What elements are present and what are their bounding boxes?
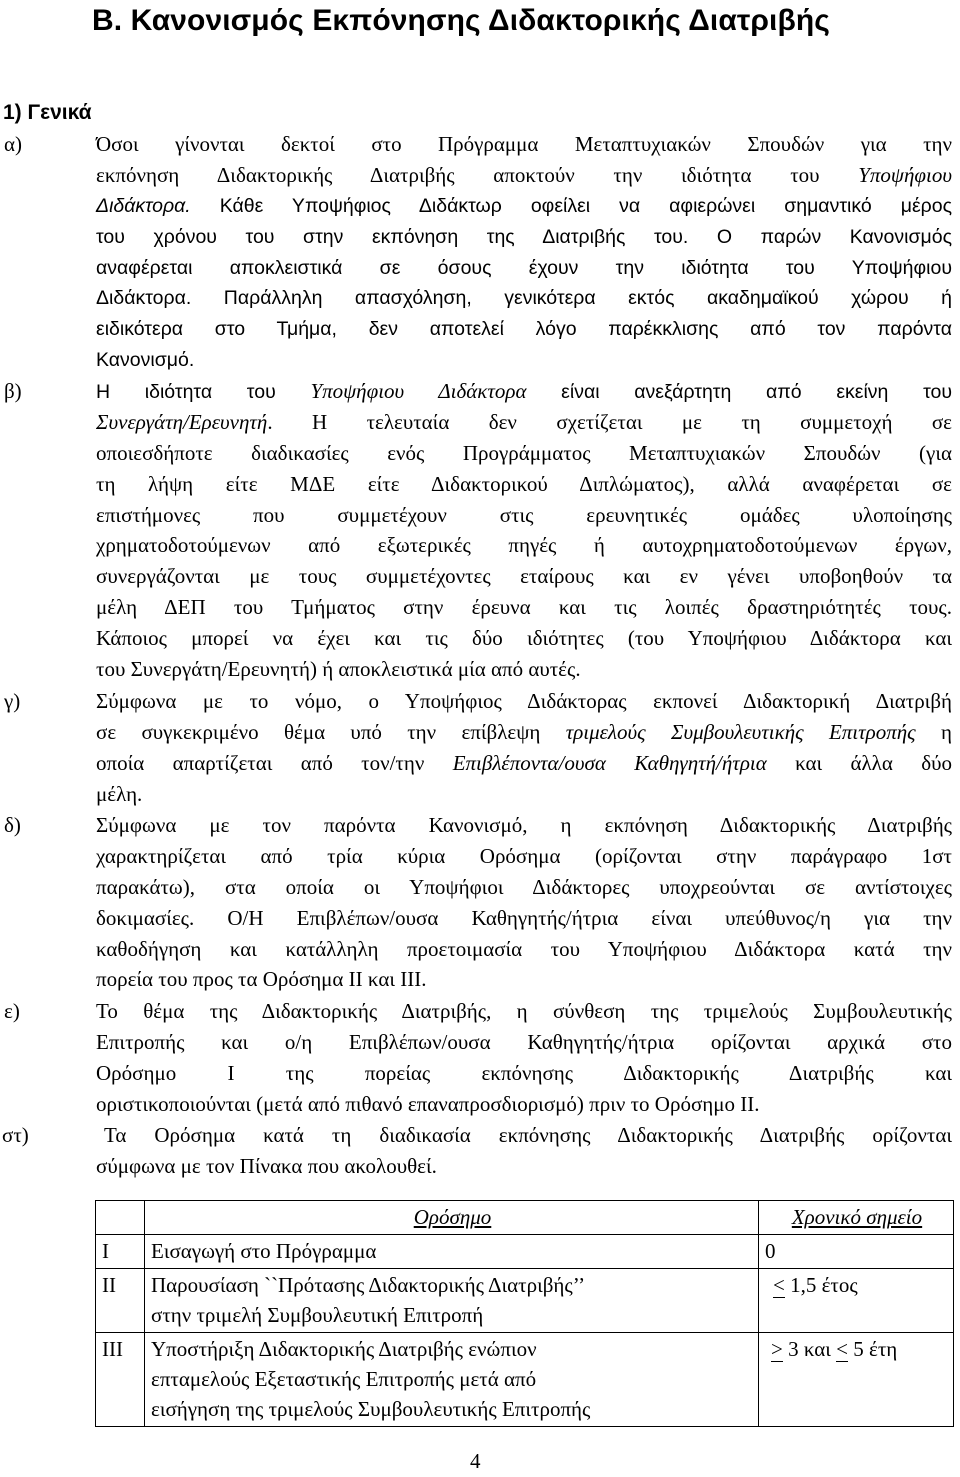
- time-value: 3 και: [782, 1337, 837, 1361]
- text-line: πορεία του προς τα Ορόσημα ΙΙ και ΙΙΙ.: [96, 967, 427, 992]
- text-fragment-italic: Υποψήφιου Διδάκτορα: [310, 379, 527, 403]
- paragraph-e-marker: ε): [4, 999, 20, 1023]
- text-line: [96, 376, 952, 407]
- table-cell-num: ΙΙΙ: [96, 1333, 145, 1427]
- text-line: Επιτροπής και ο/η Επιβλέπων/ουσα Καθηγητής/ήτρια ορίζονται αρχικά στο: [96, 1029, 952, 1054]
- text-fragment-italic: τριμελούς Συμβουλευτικής Επιτροπής: [565, 719, 916, 744]
- milestone-line: Υποστήριξη Διδακτορικής Διατριβής ενώπιον: [151, 1337, 537, 1361]
- text-line: συνεργάζονται με τους συμμετέχοντες εταίρους και εν γένει υποβοηθούν τα: [96, 564, 952, 589]
- page-number: 4: [470, 1449, 481, 1473]
- text-fragment: είναι ανεξάρτητη από εκείνη του: [526, 381, 953, 403]
- paragraph-f-marker: στ): [2, 1123, 29, 1147]
- table-header-milestone: Ορόσημο: [145, 1201, 759, 1235]
- text-fragment-italic: Επιβλέποντα/ουσα Καθηγητή/ήτρια: [452, 750, 767, 775]
- table-cell-num: ΙΙ: [96, 1269, 145, 1333]
- table-row: [96, 1269, 954, 1333]
- text-line: [96, 283, 952, 314]
- text-fragment-italic: Υποψήφιου: [858, 162, 952, 187]
- table-cell-time: [759, 1333, 954, 1427]
- milestones-table: [95, 1200, 954, 1427]
- text-line: Το θέμα της Διδακτορικής Διατριβής, η σύνθεση της τριμελούς Συμβουλευτικής: [96, 999, 952, 1023]
- text-line: αναφέρεται αποκλειστικά σε όσους έχουν την ιδιότητα του Υποψήφιου: [96, 256, 952, 279]
- text-line: Ορόσημο Ι της πορείας εκπόνησης Διδακτορικής Διατριβής και: [96, 1060, 952, 1085]
- text-fragment: Η ιδιότητα του: [96, 381, 311, 403]
- text-line: Τα Ορόσημα κατά τη διαδικασία εκπόνησης Διδακτορικής Διατριβής ορίζονται: [104, 1123, 952, 1147]
- text-fragment: Κάθε Υποψήφιος Διδάκτωρ οφείλει να αφιερώνει σημαντικό μέρος: [190, 194, 952, 217]
- table-header-time: Χρονικό σημείο: [759, 1201, 954, 1235]
- text-line: [96, 407, 952, 438]
- table-cell-time: [759, 1269, 954, 1333]
- paragraph-a-marker: α): [4, 132, 22, 156]
- milestone-line: εισήγηση της τριμελούς Συμβουλευτικής Επιτροπής: [151, 1397, 591, 1421]
- text-line: Σύμφωνα με τον παρόντα Κανονισμό, η εκπόνηση Διδακτορικής Διατριβής: [96, 813, 952, 837]
- text-line: χρηματοδοτούμενων από εξωτερικές πηγές ή αυτοχρηματοδοτούμενων έργων,: [96, 533, 952, 558]
- text-line: οποιεσδήποτε διαδικασίες ενός Προγράμματος Μεταπτυχιακών Σπουδών (για: [96, 440, 952, 465]
- text-line: Σύμφωνα με το νόμο, ο Υποψήφιος Διδάκτορας εκπονεί Διδακτορική Διατριβή: [96, 689, 952, 713]
- table-cell-milestone: [145, 1333, 759, 1427]
- table-header-blank: [96, 1201, 145, 1235]
- paragraph-c-marker: γ): [4, 689, 21, 713]
- text-fragment: . Η τελευταία δεν σχετίζεται με τη συμμετοχή σε: [267, 409, 952, 434]
- text-line: σύμφωνα με τον Πίνακα που ακολουθεί.: [96, 1153, 437, 1178]
- text-line: καθοδήγηση και κατάλληλη προετοιμασία του Υποψήφιου Διδάκτορα κατά την: [96, 936, 952, 961]
- text-fragment: η: [915, 719, 953, 744]
- text-line: [96, 160, 952, 191]
- table-row: [96, 1333, 954, 1427]
- table-cell-milestone: Εισαγωγή στο Πρόγραμμα: [145, 1235, 759, 1269]
- text-line: [96, 191, 952, 222]
- less-equal-symbol: <: [836, 1334, 848, 1364]
- text-line: Κάποιος μπορεί να έχει και τις δύο ιδιότητες (του Υποψήφιου Διδάκτορα και: [96, 626, 952, 651]
- greater-equal-symbol: >: [771, 1334, 783, 1364]
- milestone-line: επταμελούς Εξεταστικής Επιτροπής μετά από: [151, 1367, 537, 1391]
- text-line: του χρόνου του στην εκπόνηση της Διατριβής του. Ο παρών Κανονισμός: [96, 225, 952, 248]
- text-fragment-italic: Διδάκτορα.: [96, 194, 191, 217]
- text-line: Κανονισμό.: [96, 349, 195, 372]
- time-value: 1,5 έτος: [784, 1273, 858, 1297]
- text-line: επιστήμονες που συμμετέχουν στις ερευνητικές ομάδες υλοποίησης: [96, 502, 952, 527]
- text-fragment: Διδάκτορα.: [96, 287, 224, 310]
- table-row: [96, 1235, 954, 1269]
- text-line: τη λήψη είτε ΜΔΕ είτε Διδακτορικού Διπλώματος), αλλά αναφέρεται σε: [96, 471, 952, 496]
- text-line: του Συνεργάτη/Ερευνητή) ή αποκλειστικά μία από αυτές.: [96, 657, 581, 682]
- document-title: Β. Κανονισμός Εκπόνησης Διδακτορικής Διατριβής: [92, 4, 831, 37]
- text-line: χαρακτηρίζεται από τρία κύρια Ορόσημα (ορίζονται στην παράγραφο 1στ: [96, 843, 952, 868]
- text-fragment-italic: Συνεργάτη/Ερευνητή: [96, 409, 268, 434]
- text-line: [96, 748, 952, 779]
- paragraph-b-marker: β): [4, 379, 22, 403]
- text-line: οριστικοποιούνται (μετά από πιθανό επαναπροσδιορισμό) πριν το Ορόσημο ΙΙ.: [96, 1091, 760, 1116]
- milestone-line: Παρουσίαση ``Πρότασης Διδακτορικής Διατριβής’’: [151, 1273, 586, 1297]
- table-cell-num: Ι: [96, 1235, 145, 1269]
- text-line: [96, 717, 952, 748]
- text-line: μέλη ΔΕΠ του Τμήματος στην έρευνα και τις λοιπές δραστηριότητές τους.: [96, 595, 952, 620]
- text-fragment: σε συγκεκριμένο θέμα υπό την επίβλεψη: [96, 719, 566, 744]
- table-cell-milestone: [145, 1269, 759, 1333]
- table-header-row: [96, 1201, 954, 1235]
- text-line: Όσοι γίνονται δεκτοί στο Πρόγραμμα Μεταπτυχιακών Σπουδών για την: [96, 132, 952, 156]
- less-equal-symbol: <: [773, 1270, 785, 1300]
- text-line: δοκιμασίες. Ο/Η Επιβλέπων/ουσα Καθηγητής/ήτρια είναι υπεύθυνος/η για την: [96, 905, 952, 930]
- text-fragment: και άλλα δύο: [766, 750, 952, 775]
- table-cell-time: 0: [759, 1235, 954, 1269]
- milestone-line: στην τριμελή Συμβουλευτική Επιτροπή: [151, 1303, 484, 1327]
- text-line: μέλη.: [96, 781, 143, 806]
- text-line: παρακάτω), στα οποία οι Υποψήφιοι Διδάκτορες υποχρεούνται σε αντίστοιχες: [96, 874, 952, 899]
- text-line: ειδικότερα στο Τμήμα, δεν αποτελεί λόγο παρέκκλισης από τον παρόντα: [96, 318, 952, 341]
- paragraph-d-marker: δ): [4, 813, 21, 837]
- text-fragment: εκπόνηση Διδακτορικής Διατριβής αποκτούν την ιδιότητα του: [96, 162, 859, 187]
- text-fragment: Παράλληλη απασχόληση, γενικότερα εκτός ακαδημαϊκού χώρου ή: [223, 287, 952, 310]
- time-value: 5 έτη: [848, 1337, 898, 1361]
- section-heading: 1) Γενικά: [3, 101, 92, 124]
- text-fragment: οποία απαρτίζεται από τον/την: [96, 750, 453, 775]
